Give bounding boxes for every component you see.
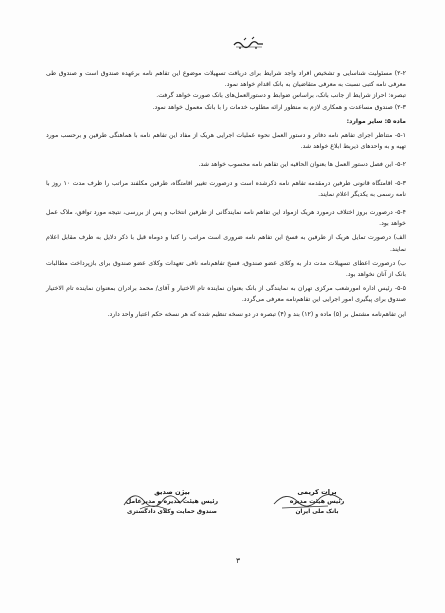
- closing-statement: این تفاهم‌نامه مشتمل بر (۵) ماده و (۱۲) بند و (۴) تبصره در دو نسخه تنظیم شده که هر نسخه حکم اعتبار واحد دارد.: [107, 310, 406, 318]
- clause-5-5: ۵-۵- رئیس اداره امورشعب مرکزی تهران به نمایندگی از بانک بعنوان نماینده تام الاختیار و آقای/ محمد برادران بمعنوان نماینده تام الاختیار صندوق برای پیگیری امور اجرایی این تفاهم‌نامه معرفی می‌گردد.: [46, 285, 406, 304]
- clause-5-2: ۵-۲- این فصل دستور العمل ها بعنوان الحاقیه این تفاهم نامه محسوب خواهد شد.: [198, 161, 406, 169]
- signer-name: بیژن صدیق: [154, 488, 190, 496]
- document-body: [46, 68, 406, 320]
- clause-5-1: ۵-۱- متناظر اجرای تفاهم نامه دفاتر و دستور العمل نحوه عملیات اجرایی هریک از مفاد این تفاهم نامه با هماهنگی طرفین و برحسب مورد تهیه و به واحدهای ذیربط ابلاغ خواهد شد.: [46, 132, 406, 151]
- signature-scribble-icon: [120, 483, 190, 515]
- clause-5-3: ۵-۳- اقامتگاه قانونی طرفین درمقدمه تفاهم نامه ذکرشده است و درصورت تغییر اقامتگاه، طرفین مکلفند مراتب را ظرف مدت ۱۰ روز با نامه رسمی به یکدیگر اعلام نمایند.: [46, 179, 406, 198]
- clause-note: تبصره: احراز شرایط از جانب بانک، براساس ضوابط و دستورالعمل‌های بانک صورت خواهد گرفت.: [156, 92, 406, 100]
- signature-scribble-icon: [268, 486, 348, 516]
- signer-org: صندوق حمایت وکلای دادگستری: [127, 509, 217, 515]
- signer-title: رئیس هیئت مدیره: [289, 498, 345, 505]
- clause-b: ب) درصورت اعطای تسهیلات مدت دار به وکلای عضو صندوق، فسخ تفاهم‌نامه نافی تعهدات وکلای عضو صندوق برای بازپرداخت مطالبات بانک از آنان نخواهد بود.: [46, 259, 406, 279]
- signer-name: برات کریمی: [297, 488, 337, 496]
- clause-a: الف) درصورت تمایل هریک از طرفین به فسخ این تفاهم نامه ضروری است مراتب را کتبا و دوماه قبل با ذکر دلایل به طرف مقابل اعلام نمایند.: [46, 234, 406, 253]
- article-5-heading: ماده ۵: سایر موارد:: [346, 117, 406, 125]
- clause-2-2: ۲-۲) مسئولیت شناسایی و تشخیص افراد واجد شرایط برای دریافت تسهیلات موضوع این تفاهم نامه برعهده صندوق است و صندوق طی معرفی نامه کتبی نسبت به معرفی متقاضیان به بانک اقدام خواهد نمود.: [46, 70, 406, 89]
- bank-logo-icon: [232, 36, 266, 50]
- page-number: ۳: [236, 556, 241, 565]
- clause-5-4: ۵-۴- درصورت بروز اختلاف درمورد هریک ازمواد این تفاهم نامه نمایندگانی از طرفین انتخاب و پس از بررسی، نتیجه مورد توافق، ملاک عمل خواهد بود.: [46, 209, 406, 228]
- clause-2-3: ۲-۳) صندوق مساعدت و همکاری لازم به منظور ارائه مطلوب خدمات را با بانک معمول خواهد نمود.: [152, 103, 406, 111]
- signer-org: بانک ملی ایران: [295, 509, 339, 515]
- signer-title: رئیس هیئت مدیره و مدیرعامل: [125, 498, 219, 505]
